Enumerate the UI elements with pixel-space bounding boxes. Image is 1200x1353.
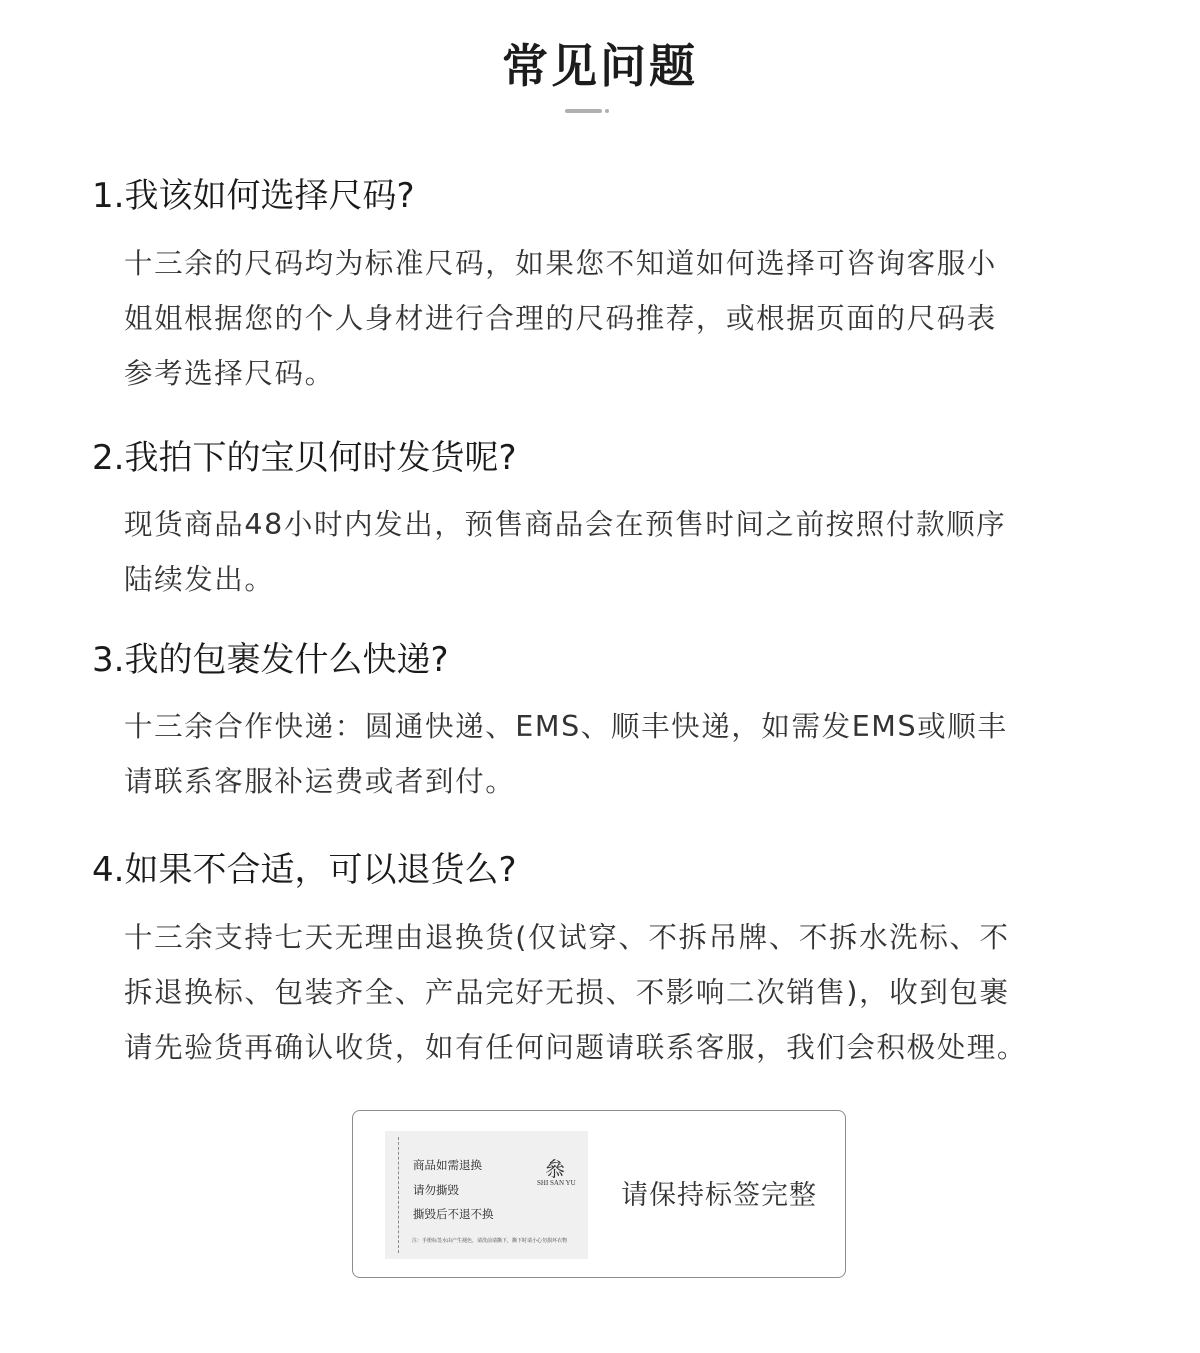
tag-footnote: 注：手册标签水由产生褪色，请洗前请撕下，撕下时请小心勿损坏衣物 <box>412 1238 568 1244</box>
tag-notice-card <box>352 1110 846 1278</box>
faq-question-4: 4.如果不合适，可以退货么? <box>92 850 517 890</box>
tag-text-line: 请勿撕毁 <box>413 1183 459 1197</box>
faq-answer-line: 现货商品48小时内发出，预售商品会在预售时间之前按照付款顺序 <box>124 508 1007 541</box>
tag-dashed-line <box>398 1137 399 1253</box>
tag-caption: 请保持标签完整 <box>621 1180 817 1211</box>
brand-logo-text: SHI SAN YU <box>537 1179 576 1187</box>
divider-bar <box>565 109 602 113</box>
faq-answer-3 <box>124 699 1114 809</box>
faq-answer-line: 参考选择尺码。 <box>124 357 335 390</box>
faq-answer-line: 请联系客服补运费或者到付。 <box>124 765 516 798</box>
faq-answer-1 <box>124 236 1114 401</box>
faq-answer-line: 姐姐根据您的个人身材进行合理的尺码推荐，或根据页面的尺码表 <box>124 302 997 335</box>
tag-text-line: 商品如需退换 <box>413 1158 482 1172</box>
title-divider <box>565 108 609 113</box>
faq-answer-line: 陆续发出。 <box>124 563 275 596</box>
faq-answer-line: 十三余合作快递：圆通快递、EMS、顺丰快递，如需发EMS或顺丰 <box>124 710 1008 743</box>
faq-answer-line: 十三余支持七天无理由退换货(仅试穿、不拆吊牌、不拆水洗标、不 <box>124 921 1010 954</box>
faq-answer-line: 十三余的尺码均为标准尺码，如果您不知道如何选择可咨询客服小 <box>124 247 997 280</box>
faq-answer-line: 拆退换标、包装齐全、产品完好无损、不影响二次销售)，收到包裹 <box>124 976 1010 1009</box>
faq-question-2: 2.我拍下的宝贝何时发货呢? <box>92 438 517 478</box>
page-title: 常见问题 <box>502 39 698 93</box>
faq-answer-line: 请先验货再确认收货，如有任何问题请联系客服，我们会积极处理。 <box>124 1031 1028 1064</box>
divider-dot <box>605 109 609 113</box>
brand-logo-glyph: 叅 <box>545 1157 565 1181</box>
faq-answer-4 <box>124 910 1114 1075</box>
faq-answer-2 <box>124 497 1114 607</box>
hang-tag-image <box>385 1131 588 1259</box>
tag-text-line: 撕毁后不退不换 <box>413 1207 494 1221</box>
faq-question-1: 1.我该如何选择尺码? <box>92 176 415 216</box>
faq-question-3: 3.我的包裹发什么快递? <box>92 640 449 680</box>
